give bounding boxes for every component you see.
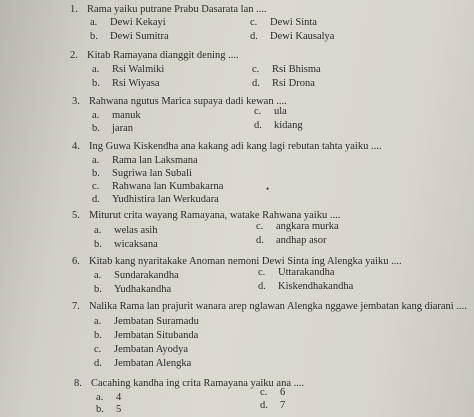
option-7a: a. Jembatan Suramadu bbox=[94, 316, 199, 327]
option-4b: b. Sugriwa lan Subali bbox=[92, 168, 192, 179]
question-text: Rama yaiku putrane Prabu Dasarata lan .... bbox=[87, 4, 267, 15]
option-8d: d. 7 bbox=[260, 400, 286, 411]
option-5b: b. wicaksana bbox=[94, 239, 158, 250]
option-3a: a. manuk bbox=[92, 110, 141, 121]
option-1d: d. Dewi Kausalya bbox=[250, 31, 335, 42]
option-1b: b. Dewi Sumitra bbox=[90, 31, 169, 42]
option-4a: a. Rama lan Laksmana bbox=[92, 155, 198, 166]
question-text: Cacahing kandha ing crita Ramayana yaiku ana .... bbox=[91, 378, 305, 389]
question-number: 2. bbox=[70, 50, 78, 61]
option-3b: b. jaran bbox=[92, 123, 133, 134]
option-5a: a. welas asih bbox=[94, 225, 158, 236]
question-text: Rahwana ngutus Marica supaya dadi kewan .... bbox=[89, 96, 287, 107]
question-number: 4. bbox=[72, 141, 80, 152]
option-7d: d. Jembatan Alengka bbox=[94, 358, 192, 369]
option-2a: a. Rsi Walmiki bbox=[92, 64, 165, 75]
option-8a: a. 4 bbox=[96, 392, 122, 403]
question-text: Miturut crita wayang Ramayana, watake Rahwana yaiku .... bbox=[89, 210, 341, 221]
question-text: Kitab Ramayana dianggit dening .... bbox=[87, 50, 239, 61]
question-number: 3. bbox=[72, 96, 80, 107]
question-number: 6. bbox=[72, 256, 80, 267]
option-2b: b. Rsi Wiyasa bbox=[92, 78, 160, 89]
pen-mark: • bbox=[266, 184, 270, 194]
option-7b: b. Jembatan Situbanda bbox=[94, 330, 199, 341]
option-5d: d. andhap asor bbox=[256, 235, 327, 246]
option-2d: d. Rsi Drona bbox=[252, 78, 315, 89]
option-2c: c. Rsi Bhisma bbox=[252, 64, 321, 75]
option-1a: a. Dewi Kekayi bbox=[90, 17, 166, 28]
question-text: Kitab kang nyaritakake Anoman nemoni Dewi Sinta ing Alengka yaiku .... bbox=[89, 256, 402, 267]
option-3c: c. ula bbox=[254, 106, 287, 117]
question-text: Nalika Rama lan prajurit wanara arep nglawan Alengka nggawe jembatan kang diarani .... bbox=[89, 301, 467, 312]
option-1c: c. Dewi Sinta bbox=[250, 17, 317, 28]
option-3d: d. kidang bbox=[254, 120, 303, 131]
question-number: 8. bbox=[74, 378, 82, 389]
option-8c: c. 6 bbox=[260, 387, 286, 398]
option-4d: d. Yudhistira lan Werkudara bbox=[92, 194, 219, 205]
option-5c: c. angkara murka bbox=[256, 221, 339, 232]
question-text: Ing Guwa Kiskendha ana kakang adi kang lagi rebutan tahta yaiku .... bbox=[89, 141, 382, 152]
option-6c: c. Uttarakandha bbox=[258, 267, 335, 278]
option-8b: b. 5 bbox=[96, 404, 122, 415]
question-number: 1. bbox=[70, 4, 78, 15]
question-number: 7. bbox=[72, 301, 80, 312]
question-1 bbox=[70, 4, 450, 16]
option-6a: a. Sundarakandha bbox=[94, 270, 179, 281]
option-7c: c. Jembatan Ayodya bbox=[94, 344, 188, 355]
option-6b: b. Yudhakandha bbox=[94, 284, 172, 295]
option-6d: d. Kiskendhakandha bbox=[258, 281, 354, 292]
option-4c: c. Rahwana lan Kumbakarna bbox=[92, 181, 224, 192]
question-number: 5. bbox=[72, 210, 80, 221]
